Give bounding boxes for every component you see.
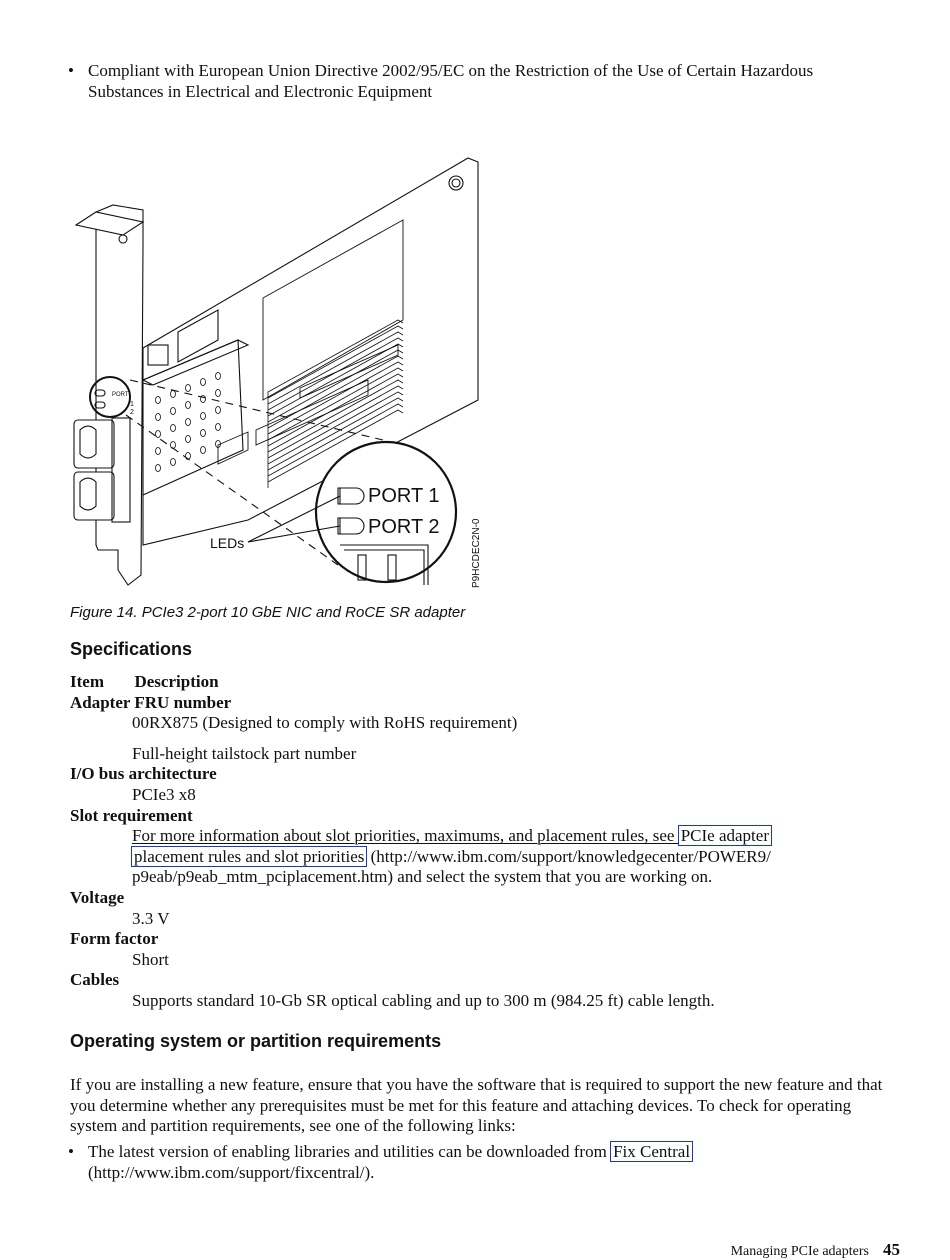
footer-section: Managing PCIe adapters	[730, 1244, 869, 1259]
fix-central-link[interactable]: Fix Central	[610, 1141, 693, 1162]
page-number: 45	[883, 1240, 900, 1259]
os-requirements-heading: Operating system or partition requirements	[70, 1031, 442, 1051]
form-factor-value: Short	[132, 949, 169, 969]
cables-value: Supports standard 10-Gb SR optical cabling and up to 300 m (984.25 ft) cable length.	[132, 990, 715, 1010]
figure-code-label: P9HCDEC2N-0	[471, 518, 482, 588]
page-footer	[731, 1240, 900, 1260]
fru-label: Adapter FRU number	[70, 692, 232, 712]
header-item: Item	[70, 672, 104, 691]
fix-central-url: (http://www.ibm.com/support/fixcentral/).	[88, 1163, 375, 1182]
io-bus-label: I/O bus architecture	[70, 764, 217, 784]
port1-label: PORT 1	[368, 485, 440, 507]
slot-text: For more information about slot priorities, maximums, and placement rules, see	[132, 826, 679, 846]
slot-url-part2: p9eab/p9eab_mtm_pciplacement.htm) and select the system that you are working on.	[132, 867, 713, 887]
port2-label: PORT 2	[368, 516, 440, 538]
specifications-list	[70, 672, 900, 1012]
rohs-bullet	[68, 60, 858, 102]
adapter-illustration	[68, 150, 488, 595]
small-port1-number: 1	[130, 401, 134, 408]
fix-central-text: The latest version of enabling libraries and utilities can be downloaded from	[88, 1142, 612, 1161]
slot-placement-link-part1[interactable]: PCIe adapter	[678, 825, 772, 846]
figure-caption: Figure 14. PCIe3 2-port 10 GbE NIC and RoCE SR adapter	[70, 604, 466, 621]
spec-table-header	[70, 672, 900, 693]
voltage-value: 3.3 V	[132, 908, 170, 928]
bullet-marker: •	[68, 61, 74, 80]
fru-value: 00RX875 (Designed to comply with RoHS requirement)	[132, 713, 518, 733]
voltage-label: Voltage	[70, 887, 125, 907]
adapter-figure	[68, 150, 488, 595]
slot-requirement-value	[132, 826, 900, 888]
bullet-marker: •	[68, 1142, 74, 1161]
slot-requirement-label: Slot requirement	[70, 805, 193, 825]
specifications-heading: Specifications	[70, 639, 193, 659]
header-description: Description	[134, 672, 219, 691]
cables-label: Cables	[70, 970, 120, 990]
io-bus-value: PCIe3 x8	[132, 784, 196, 804]
rohs-bullet-text: Compliant with European Union Directive 2002/95/EC on the Restriction of the Use of Certain Hazardous Substances in Electrical and Electronic Equipment	[88, 61, 814, 101]
small-port-label: PORT	[112, 392, 129, 398]
form-factor-label: Form factor	[70, 929, 159, 949]
slot-placement-link-part2[interactable]: placement rules and slot priorities	[131, 846, 367, 867]
slot-url-part1: (http://www.ibm.com/support/knowledgecenter/POWER9/	[366, 846, 771, 866]
leds-label: LEDs	[210, 535, 245, 551]
fix-central-bullet	[68, 1141, 858, 1183]
fru-value-tailstock: Full-height tailstock part number	[132, 743, 357, 763]
small-port2-number: 2	[130, 409, 134, 416]
os-requirements-paragraph: If you are installing a new feature, ensure that you have the software that is required to support the new feature and that you determine whether any prerequisites must be met for this feature and attaching devices. To check for operating system and partition requirements, see one of the following links:	[70, 1075, 883, 1136]
